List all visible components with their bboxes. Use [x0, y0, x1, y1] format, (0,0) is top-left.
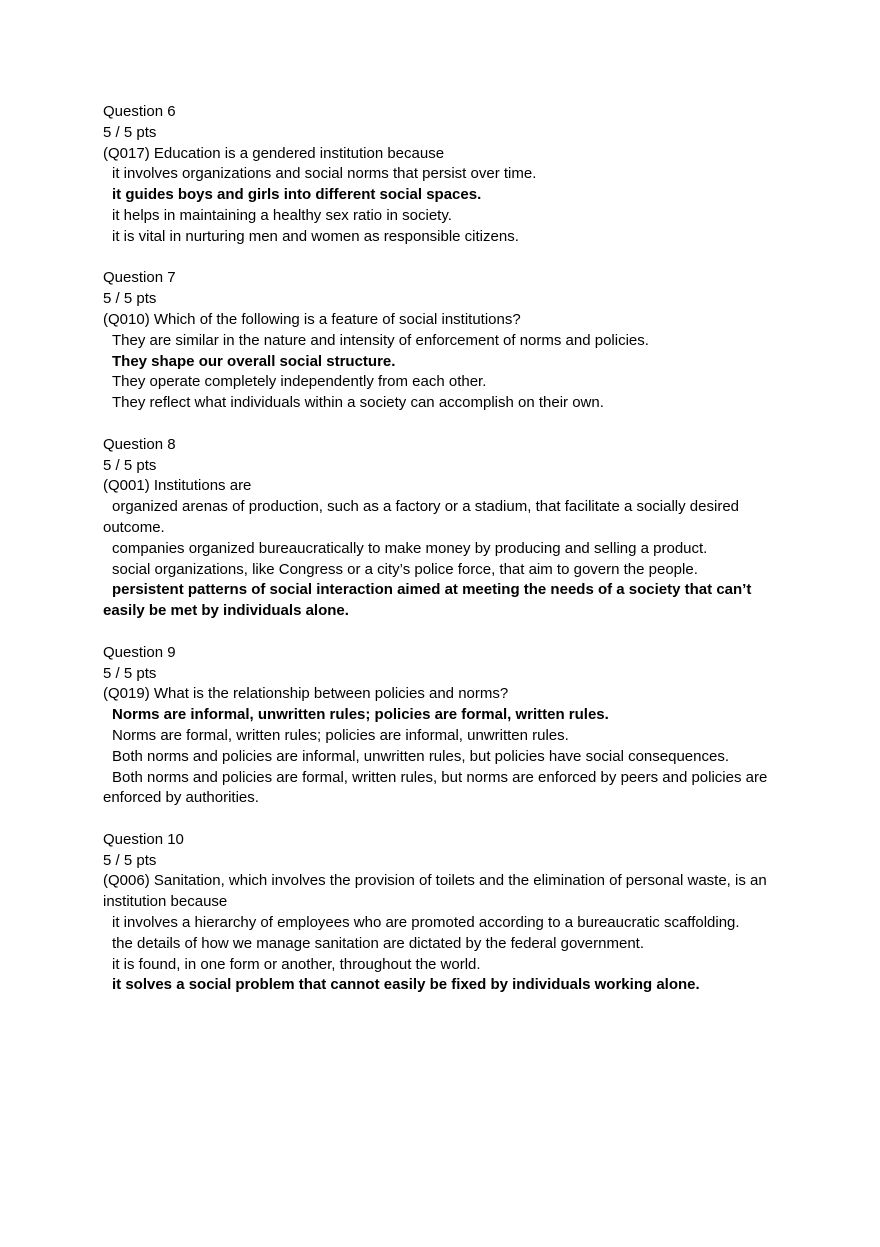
- answer-option: They reflect what individuals within a society can accomplish on their own.: [112, 394, 604, 412]
- answer-option: it is found, in one form or another, throughout the world.: [112, 955, 481, 973]
- question-heading: Question 8: [103, 435, 176, 453]
- question-heading: Question 7: [103, 269, 176, 287]
- answer-option: it involves organizations and social norms that persist over time.: [112, 165, 537, 183]
- question-prompt: (Q006) Sanitation, which involves the provision of toilets and the elimination of personal waste, is an institution because: [103, 872, 767, 911]
- correct-answer-option: Norms are informal, unwritten rules; policies are formal, written rules.: [112, 706, 609, 724]
- answer-option: companies organized bureaucratically to make money by producing and selling a product.: [112, 539, 708, 557]
- question-heading: Question 9: [103, 643, 176, 661]
- question-score: 5 / 5 pts: [103, 456, 157, 474]
- question-block: [103, 830, 793, 996]
- question-score: 5 / 5 pts: [103, 123, 157, 141]
- question-prompt: (Q017) Education is a gendered institution because: [103, 144, 445, 162]
- correct-answer-option: They shape our overall social structure.: [112, 352, 396, 370]
- answer-option: organized arenas of production, such as a factory or a stadium, that facilitate a socially desired outcome.: [103, 498, 740, 536]
- question-score: 5 / 5 pts: [103, 851, 157, 869]
- answer-option: it involves a hierarchy of employees who are promoted according to a bureaucratic scaffolding.: [112, 914, 740, 932]
- question-prompt: (Q010) Which of the following is a feature of social institutions?: [103, 310, 521, 328]
- question-prompt: (Q001) Institutions are: [103, 477, 252, 495]
- correct-answer-option: persistent patterns of social interaction aimed at meeting the needs of a society that can’t easily be met by individuals alone.: [103, 581, 752, 620]
- question-score: 5 / 5 pts: [103, 664, 157, 682]
- question-block: [103, 268, 793, 414]
- correct-answer-option: it solves a social problem that cannot easily be fixed by individuals working alone.: [112, 976, 700, 994]
- answer-option: it helps in maintaining a healthy sex ratio in society.: [112, 206, 452, 224]
- quiz-results-document: [103, 102, 793, 1017]
- answer-option: Both norms and policies are informal, unwritten rules, but policies have social consequences.: [112, 747, 729, 765]
- answer-option: They operate completely independently from each other.: [112, 373, 487, 391]
- question-heading: Question 6: [103, 103, 176, 120]
- answer-option: They are similar in the nature and intensity of enforcement of norms and policies.: [112, 331, 649, 349]
- answer-option: Norms are formal, written rules; policies are informal, unwritten rules.: [112, 726, 569, 744]
- answer-option: the details of how we manage sanitation are dictated by the federal government.: [112, 934, 644, 952]
- question-block: [103, 102, 793, 248]
- question-score: 5 / 5 pts: [103, 290, 157, 308]
- question-heading: Question 10: [103, 830, 184, 848]
- correct-answer-option: it guides boys and girls into different social spaces.: [112, 186, 482, 204]
- answer-option: it is vital in nurturing men and women as responsible citizens.: [112, 227, 519, 245]
- answer-option: social organizations, like Congress or a city’s police force, that aim to govern the people.: [112, 560, 698, 578]
- question-block: [103, 435, 793, 622]
- question-block: [103, 643, 793, 809]
- question-prompt: (Q019) What is the relationship between policies and norms?: [103, 685, 509, 703]
- answer-option: Both norms and policies are formal, written rules, but norms are enforced by peers and policies are enforced by authorities.: [103, 768, 768, 807]
